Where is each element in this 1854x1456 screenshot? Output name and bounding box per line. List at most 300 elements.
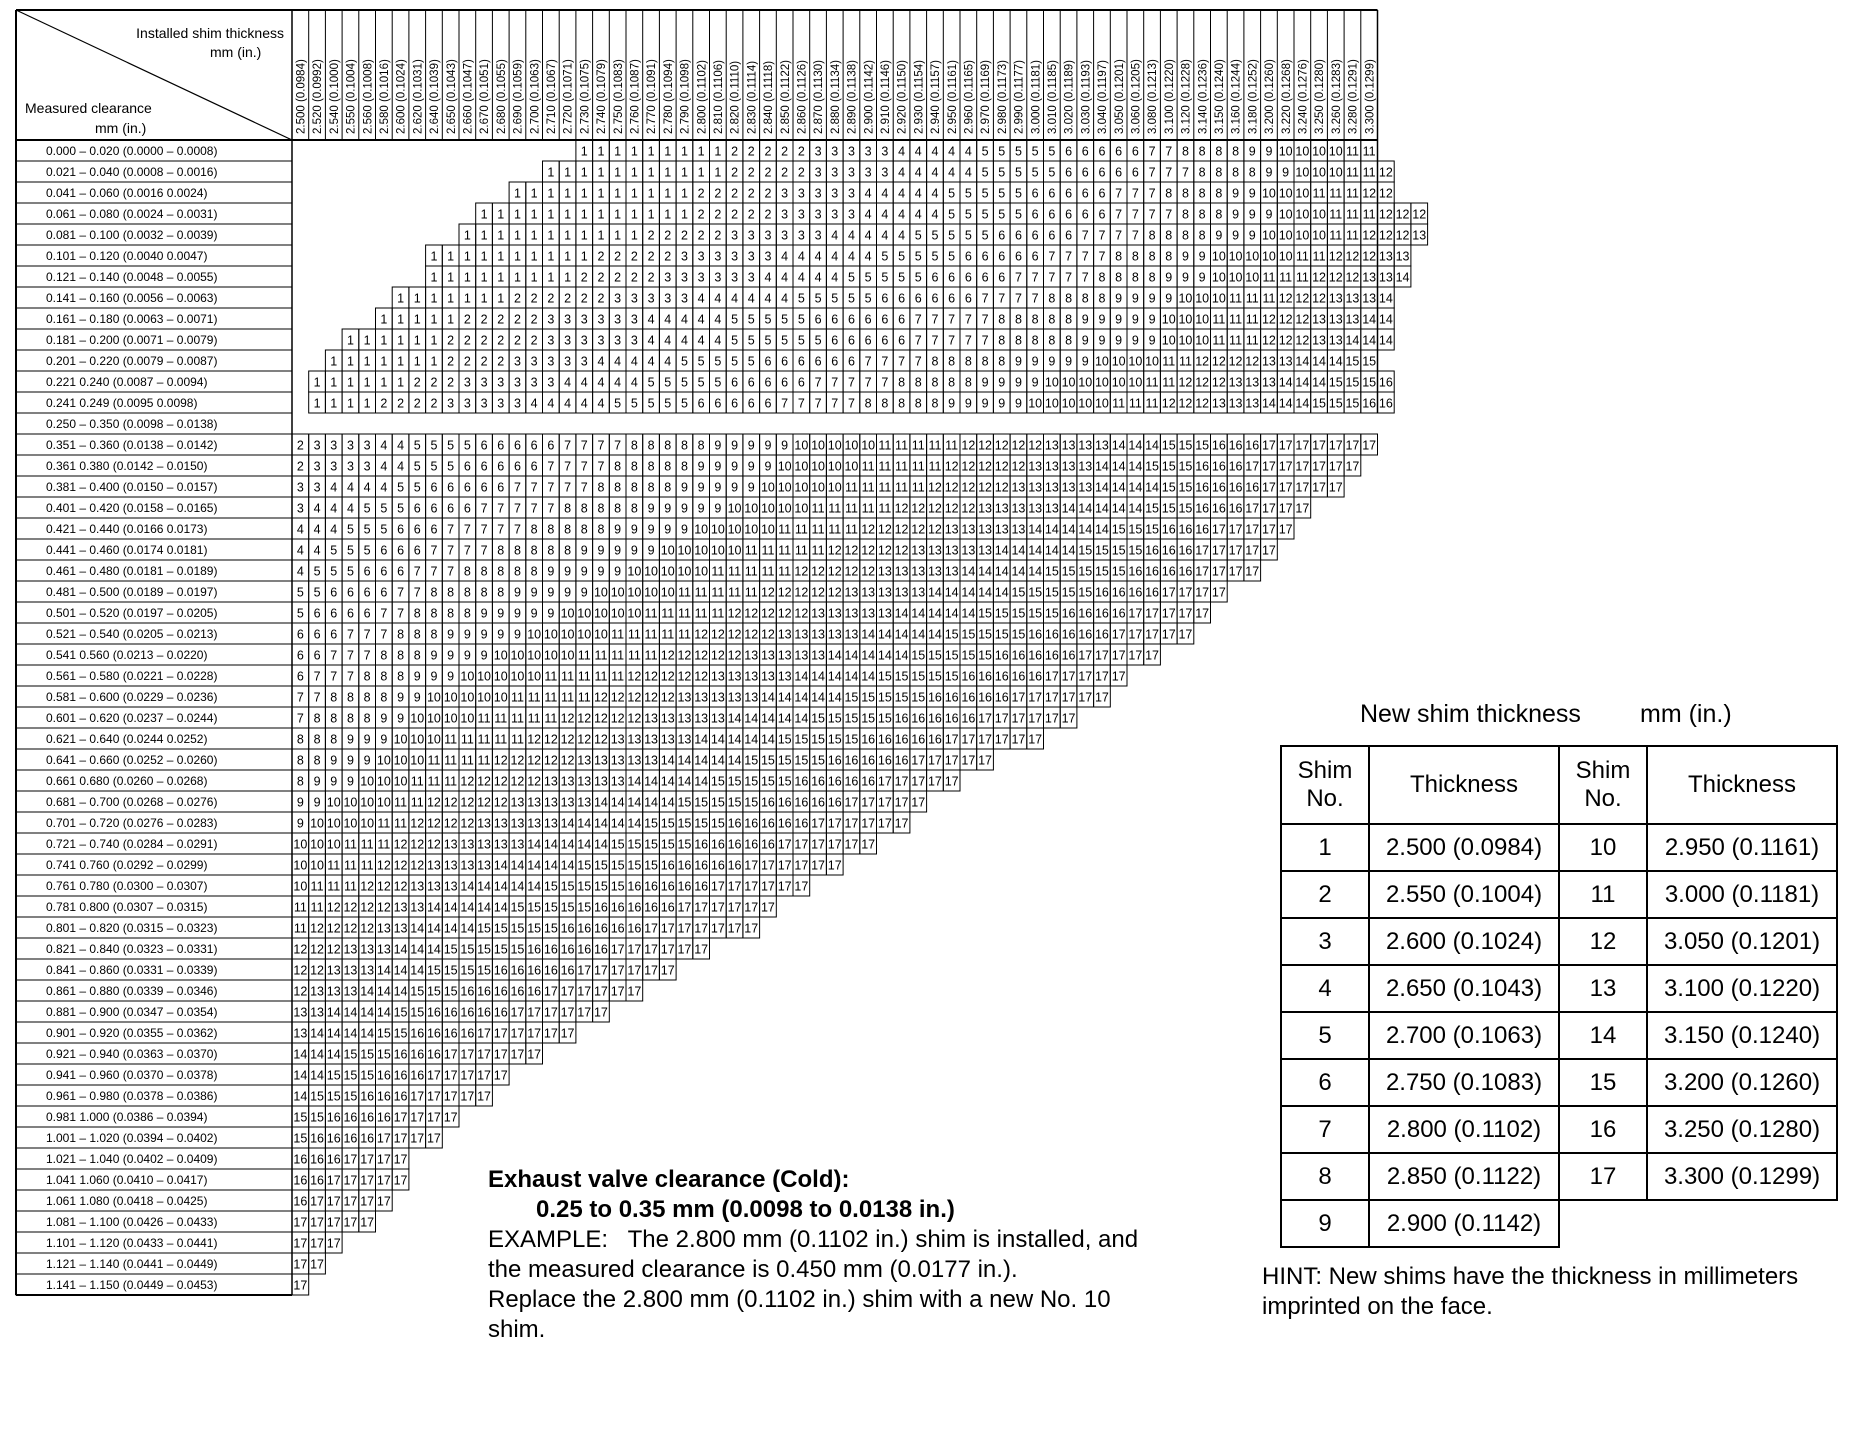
cell-value: 15 xyxy=(1345,396,1360,411)
cell-value: 16 xyxy=(493,1005,508,1020)
cell-value: 1 xyxy=(330,354,338,369)
cell-value: 10 xyxy=(493,690,508,705)
cell-value: 14 xyxy=(293,1068,308,1083)
cell-value: 17 xyxy=(326,1236,341,1251)
cell-value: 17 xyxy=(293,1257,308,1272)
cell-value: 12 xyxy=(927,480,942,495)
column-header: 2.980 (0.1173) xyxy=(996,60,1009,134)
cell-value: 14 xyxy=(1128,459,1143,474)
column-header: 2.880 (0.1134) xyxy=(829,60,842,134)
row-label: 0.761 0.780 (0.0300 – 0.0307) xyxy=(46,879,208,893)
cell-value: 17 xyxy=(911,753,926,768)
cell-value: 3 xyxy=(747,270,755,285)
cell-value: 16 xyxy=(927,732,942,747)
cell-value: 12 xyxy=(861,564,876,579)
cell-value: 3 xyxy=(864,165,872,180)
column-header: 3.300 (0.1299) xyxy=(1364,59,1377,134)
column-header: 2.870 (0.1130) xyxy=(813,60,826,134)
cell-value: 8 xyxy=(1148,228,1156,243)
cell-value: 17 xyxy=(593,963,608,978)
cell-value: 14 xyxy=(660,753,675,768)
cell-value: 7 xyxy=(1081,249,1089,264)
cell-value: 5 xyxy=(981,165,989,180)
cell-value: 16 xyxy=(927,711,942,726)
cell-value: 17 xyxy=(1362,438,1377,453)
cell-value: 3 xyxy=(513,396,521,411)
cell-value: 10 xyxy=(593,606,608,621)
cell-value: 9 xyxy=(1248,207,1256,222)
cell-value: 14 xyxy=(994,564,1009,579)
cell-value: 17 xyxy=(1028,732,1043,747)
cell-value: 17 xyxy=(1211,543,1226,558)
cell-value: 10 xyxy=(777,480,792,495)
cell-value: 9 xyxy=(547,564,555,579)
cell-value: 15 xyxy=(777,753,792,768)
cell-value: 10 xyxy=(1128,354,1143,369)
cell-value: 16 xyxy=(644,900,659,915)
cell-value: 12 xyxy=(426,816,441,831)
cell-value: 17 xyxy=(1261,522,1276,537)
shim-thickness: 2.900 (0.1142) xyxy=(1369,1200,1559,1247)
cell-value: 13 xyxy=(460,837,475,852)
cell-value: 1 xyxy=(430,333,438,348)
cell-value: 4 xyxy=(831,270,839,285)
cell-value: 5 xyxy=(397,480,405,495)
cell-value: 12 xyxy=(694,648,709,663)
cell-value: 14 xyxy=(1061,543,1076,558)
cell-value: 16 xyxy=(543,942,558,957)
cell-value: 13 xyxy=(811,606,826,621)
cell-value: 17 xyxy=(343,1215,358,1230)
cell-value: 4 xyxy=(781,249,789,264)
cell-value: 15 xyxy=(844,711,859,726)
cell-value: 14 xyxy=(927,606,942,621)
cell-value: 13 xyxy=(627,753,642,768)
cell-value: 5 xyxy=(697,375,705,390)
cell-value: 14 xyxy=(794,711,809,726)
cell-value: 7 xyxy=(847,375,855,390)
cell-value: 12 xyxy=(593,711,608,726)
cell-value: 11 xyxy=(377,816,391,831)
cell-value: 17 xyxy=(1078,669,1093,684)
cell-value: 3 xyxy=(814,228,822,243)
cell-value: 10 xyxy=(1278,144,1293,159)
cell-value: 17 xyxy=(978,732,993,747)
cell-value: 6 xyxy=(530,459,538,474)
cell-value: 16 xyxy=(1228,459,1243,474)
cell-value: 11 xyxy=(1362,144,1376,159)
row-label: 0.921 – 0.940 (0.0363 – 0.0370) xyxy=(46,1047,218,1061)
cell-value: 11 xyxy=(1329,207,1343,222)
cell-value: 1 xyxy=(497,207,505,222)
cell-value: 1 xyxy=(597,186,605,201)
cell-value: 11 xyxy=(343,879,357,894)
cell-value: 16 xyxy=(360,1089,375,1104)
shim-no: 11 xyxy=(1559,871,1647,918)
cell-value: 6 xyxy=(731,375,739,390)
cell-value: 15 xyxy=(376,1047,391,1062)
cell-value: 10 xyxy=(426,711,441,726)
cell-value: 3 xyxy=(330,459,338,474)
cell-value: 4 xyxy=(647,333,655,348)
cell-value: 8 xyxy=(1014,312,1022,327)
cell-value: 7 xyxy=(914,333,922,348)
cell-value: 15 xyxy=(443,942,458,957)
shim-thickness: 3.000 (0.1181) xyxy=(1647,871,1837,918)
cell-value: 2 xyxy=(463,312,471,327)
cell-value: 15 xyxy=(460,963,475,978)
new-shim-header-row xyxy=(1281,746,1837,824)
cell-value: 4 xyxy=(914,165,922,180)
cell-value: 5 xyxy=(998,144,1006,159)
cell-value: 15 xyxy=(1128,522,1143,537)
cell-value: 11 xyxy=(377,837,391,852)
cell-value: 6 xyxy=(998,270,1006,285)
cell-value: 12 xyxy=(844,564,859,579)
cell-value: 14 xyxy=(961,564,976,579)
cell-value: 13 xyxy=(343,963,358,978)
cell-value: 14 xyxy=(1111,438,1126,453)
cell-value: 4 xyxy=(363,480,371,495)
cell-value: 13 xyxy=(1228,396,1243,411)
cell-value: 5 xyxy=(931,249,939,264)
column-header: 3.150 (0.1240) xyxy=(1214,59,1226,134)
cell-value: 17 xyxy=(760,900,775,915)
cell-value: 5 xyxy=(413,438,421,453)
cell-value: 11 xyxy=(594,669,608,684)
cell-value: 12 xyxy=(994,438,1009,453)
cell-value: 17 xyxy=(944,732,959,747)
cell-value: 10 xyxy=(777,459,792,474)
cell-value: 8 xyxy=(1131,249,1139,264)
row-label: 1.141 – 1.150 (0.0449 – 0.0453) xyxy=(46,1278,218,1292)
cell-value: 11 xyxy=(1312,249,1326,264)
cell-value: 12 xyxy=(1195,396,1210,411)
cell-value: 12 xyxy=(326,900,341,915)
shim-no: 17 xyxy=(1559,1153,1647,1200)
cell-value: 13 xyxy=(644,732,659,747)
cell-value: 9 xyxy=(1265,165,1273,180)
cell-value: 16 xyxy=(410,1026,425,1041)
cell-value: 16 xyxy=(861,753,876,768)
cell-value: 14 xyxy=(744,711,759,726)
cell-value: 1 xyxy=(664,186,672,201)
cell-value: 7 xyxy=(1148,186,1156,201)
cell-value: 12 xyxy=(911,522,926,537)
cell-value: 15 xyxy=(760,774,775,789)
column-header: 2.540 (0.1000) xyxy=(328,59,341,134)
cell-value: 16 xyxy=(393,1089,408,1104)
cell-value: 15 xyxy=(1161,501,1176,516)
cell-value: 6 xyxy=(797,375,805,390)
cell-value: 9 xyxy=(1248,228,1256,243)
cell-value: 17 xyxy=(644,963,659,978)
cell-value: 5 xyxy=(330,564,338,579)
cell-value: 10 xyxy=(343,816,358,831)
cell-value: 8 xyxy=(1115,270,1123,285)
cell-value: 15 xyxy=(360,1068,375,1083)
cell-value: 10 xyxy=(393,732,408,747)
cell-value: 13 xyxy=(376,921,391,936)
cell-value: 7 xyxy=(797,396,805,411)
cell-value: 1 xyxy=(580,186,588,201)
column-header: 3.240 (0.1276) xyxy=(1297,59,1310,134)
cell-value: 8 xyxy=(380,648,388,663)
cell-value: 11 xyxy=(694,606,708,621)
cell-value: 5 xyxy=(397,501,405,516)
cell-value: 4 xyxy=(914,207,922,222)
cell-value: 7 xyxy=(781,396,789,411)
cell-value: 15 xyxy=(861,690,876,705)
cell-value: 9 xyxy=(564,585,572,600)
cell-value: 17 xyxy=(1261,480,1276,495)
cell-value: 14 xyxy=(877,627,892,642)
cell-value: 13 xyxy=(1061,480,1076,495)
cell-value: 2 xyxy=(513,312,521,327)
cell-value: 13 xyxy=(694,690,709,705)
cell-value: 5 xyxy=(981,144,989,159)
cell-value: 14 xyxy=(710,753,725,768)
cell-value: 17 xyxy=(794,858,809,873)
cell-value: 5 xyxy=(981,186,989,201)
cell-value: 7 xyxy=(1031,291,1039,306)
cell-value: 11 xyxy=(644,648,658,663)
cell-value: 7 xyxy=(1115,207,1123,222)
cell-value: 14 xyxy=(577,837,592,852)
column-header: 2.710 (0.1067) xyxy=(546,59,558,134)
cell-value: 17 xyxy=(1061,711,1076,726)
cell-value: 15 xyxy=(426,984,441,999)
cell-value: 6 xyxy=(1014,249,1022,264)
cell-value: 10 xyxy=(794,501,809,516)
cell-value: 15 xyxy=(744,774,759,789)
cell-value: 16 xyxy=(293,1173,308,1188)
cell-value: 13 xyxy=(1328,312,1343,327)
cell-value: 16 xyxy=(911,732,926,747)
cell-value: 6 xyxy=(1065,144,1073,159)
cell-value: 9 xyxy=(697,459,705,474)
cell-value: 2 xyxy=(296,459,304,474)
cell-value: 1 xyxy=(480,270,488,285)
cell-value: 17 xyxy=(694,900,709,915)
cell-value: 13 xyxy=(1362,291,1377,306)
cell-value: 9 xyxy=(580,543,588,558)
cell-value: 17 xyxy=(911,795,926,810)
cell-value: 6 xyxy=(463,480,471,495)
cell-value: 7 xyxy=(580,459,588,474)
cell-value: 17 xyxy=(493,1068,508,1083)
cell-value: 11 xyxy=(410,795,424,810)
cell-value: 6 xyxy=(1048,186,1056,201)
cell-value: 17 xyxy=(694,942,709,957)
cell-value: 17 xyxy=(1044,711,1059,726)
cell-value: 1 xyxy=(330,375,338,390)
cell-value: 8 xyxy=(1098,270,1106,285)
cell-value: 4 xyxy=(580,375,588,390)
column-header: 2.960 (0.1165) xyxy=(963,60,976,134)
cell-value: 12 xyxy=(1278,291,1293,306)
cell-value: 15 xyxy=(694,795,709,810)
cell-value: 1 xyxy=(513,228,521,243)
column-header: 2.920 (0.1150) xyxy=(896,60,909,134)
cell-value: 13 xyxy=(1078,480,1093,495)
cell-value: 6 xyxy=(463,501,471,516)
cell-value: 16 xyxy=(426,1005,441,1020)
cell-value: 10 xyxy=(777,501,792,516)
cell-value: 5 xyxy=(630,396,638,411)
cell-value: 10 xyxy=(827,459,842,474)
cell-value: 1 xyxy=(380,375,388,390)
cell-value: 15 xyxy=(1328,375,1343,390)
cell-value: 14 xyxy=(777,690,792,705)
column-header: 2.970 (0.1169) xyxy=(980,60,993,134)
shim-no: 12 xyxy=(1559,918,1647,965)
cell-value: 12 xyxy=(293,942,308,957)
column-header: 2.800 (0.1102) xyxy=(696,60,709,134)
cell-value: 9 xyxy=(630,522,638,537)
cell-value: 10 xyxy=(1312,165,1327,180)
cell-value: 8 xyxy=(630,459,638,474)
cell-value: 14 xyxy=(961,606,976,621)
cell-value: 17 xyxy=(861,837,876,852)
cell-value: 3 xyxy=(463,396,471,411)
cell-value: 17 xyxy=(1145,606,1160,621)
cell-value: 5 xyxy=(747,312,755,327)
row-label: 0.250 – 0.350 (0.0098 – 0.0138) xyxy=(46,417,218,431)
cell-value: 10 xyxy=(694,522,709,537)
cell-value: 5 xyxy=(914,270,922,285)
cell-value: 6 xyxy=(1098,165,1106,180)
cell-value: 10 xyxy=(510,669,525,684)
cell-value: 9 xyxy=(1181,270,1189,285)
cell-value: 12 xyxy=(310,921,325,936)
cell-value: 7 xyxy=(447,543,455,558)
cell-value: 11 xyxy=(661,627,675,642)
cell-value: 10 xyxy=(410,753,425,768)
cell-value: 10 xyxy=(1128,375,1143,390)
cell-value: 7 xyxy=(413,585,421,600)
cell-value: 17 xyxy=(861,816,876,831)
cell-value: 3 xyxy=(714,270,722,285)
cell-value: 7 xyxy=(1131,186,1139,201)
cell-value: 6 xyxy=(296,648,304,663)
cell-value: 3 xyxy=(747,249,755,264)
cell-value: 9 xyxy=(1181,249,1189,264)
cell-value: 6 xyxy=(898,333,906,348)
cell-value: 8 xyxy=(948,375,956,390)
cell-value: 14 xyxy=(1111,501,1126,516)
cell-value: 1 xyxy=(564,165,572,180)
cell-value: 7 xyxy=(1115,228,1123,243)
cell-value: 16 xyxy=(1044,627,1059,642)
cell-value: 14 xyxy=(593,816,608,831)
cell-value: 12 xyxy=(1345,249,1360,264)
cell-value: 5 xyxy=(898,249,906,264)
cell-value: 17 xyxy=(443,1110,458,1125)
cell-value: 8 xyxy=(363,669,371,684)
cell-value: 14 xyxy=(410,963,425,978)
cell-value: 4 xyxy=(931,207,939,222)
cell-value: 13 xyxy=(1028,459,1043,474)
cell-value: 7 xyxy=(564,438,572,453)
cell-value: 9 xyxy=(597,564,605,579)
cell-value: 14 xyxy=(627,774,642,789)
cell-value: 12 xyxy=(1362,186,1377,201)
cell-value: 8 xyxy=(564,501,572,516)
cell-value: 9 xyxy=(764,438,772,453)
cell-value: 16 xyxy=(944,690,959,705)
cell-value: 13 xyxy=(1061,438,1076,453)
cell-value: 16 xyxy=(326,1131,341,1146)
cell-value: 12 xyxy=(543,732,558,747)
cell-value: 3 xyxy=(847,186,855,201)
cell-value: 17 xyxy=(844,837,859,852)
cell-value: 15 xyxy=(1178,459,1193,474)
cell-value: 13 xyxy=(811,648,826,663)
cell-value: 14 xyxy=(1295,375,1310,390)
cell-value: 16 xyxy=(1061,627,1076,642)
cell-value: 16 xyxy=(944,711,959,726)
cell-value: 6 xyxy=(447,501,455,516)
cell-value: 6 xyxy=(397,543,405,558)
cell-value: 8 xyxy=(413,627,421,642)
cell-value: 12 xyxy=(1011,459,1026,474)
cell-value: 17 xyxy=(978,711,993,726)
cell-value: 17 xyxy=(877,816,892,831)
cell-value: 4 xyxy=(597,396,605,411)
cell-value: 11 xyxy=(527,711,541,726)
cell-value: 11 xyxy=(577,669,591,684)
cell-value: 15 xyxy=(944,627,959,642)
cell-value: 17 xyxy=(326,1194,341,1209)
row-label: 1.101 – 1.120 (0.0433 – 0.0441) xyxy=(46,1236,218,1250)
cell-value: 17 xyxy=(1295,459,1310,474)
cell-value: 14 xyxy=(1312,354,1327,369)
cell-value: 11 xyxy=(627,627,641,642)
cell-value: 1 xyxy=(397,291,405,306)
cell-value: 3 xyxy=(814,144,822,159)
cell-value: 10 xyxy=(844,438,859,453)
cell-value: 11 xyxy=(477,753,491,768)
cell-value: 14 xyxy=(293,1089,308,1104)
cell-value: 17 xyxy=(393,1173,408,1188)
cell-value: 15 xyxy=(911,690,926,705)
cell-value: 13 xyxy=(477,858,492,873)
cell-value: 2 xyxy=(530,333,538,348)
shim-no: 13 xyxy=(1559,965,1647,1012)
cell-value: 16 xyxy=(293,1194,308,1209)
cell-value: 13 xyxy=(460,858,475,873)
new-shim-row xyxy=(1281,1012,1837,1059)
cell-value: 1 xyxy=(397,354,405,369)
cell-value: 11 xyxy=(811,501,825,516)
cell-value: 7 xyxy=(580,438,588,453)
cell-value: 16 xyxy=(694,837,709,852)
cell-value: 4 xyxy=(881,207,889,222)
cell-value: 15 xyxy=(593,879,608,894)
cell-value: 15 xyxy=(710,816,725,831)
cell-value: 17 xyxy=(744,858,759,873)
cell-value: 9 xyxy=(1198,249,1206,264)
cell-value: 17 xyxy=(844,816,859,831)
cell-value: 16 xyxy=(677,879,692,894)
cell-value: 17 xyxy=(577,1005,592,1020)
cell-value: 7 xyxy=(1148,144,1156,159)
cell-value: 9 xyxy=(330,774,338,789)
cell-value: 13 xyxy=(861,585,876,600)
cell-value: 16 xyxy=(1228,438,1243,453)
cell-value: 10 xyxy=(794,459,809,474)
